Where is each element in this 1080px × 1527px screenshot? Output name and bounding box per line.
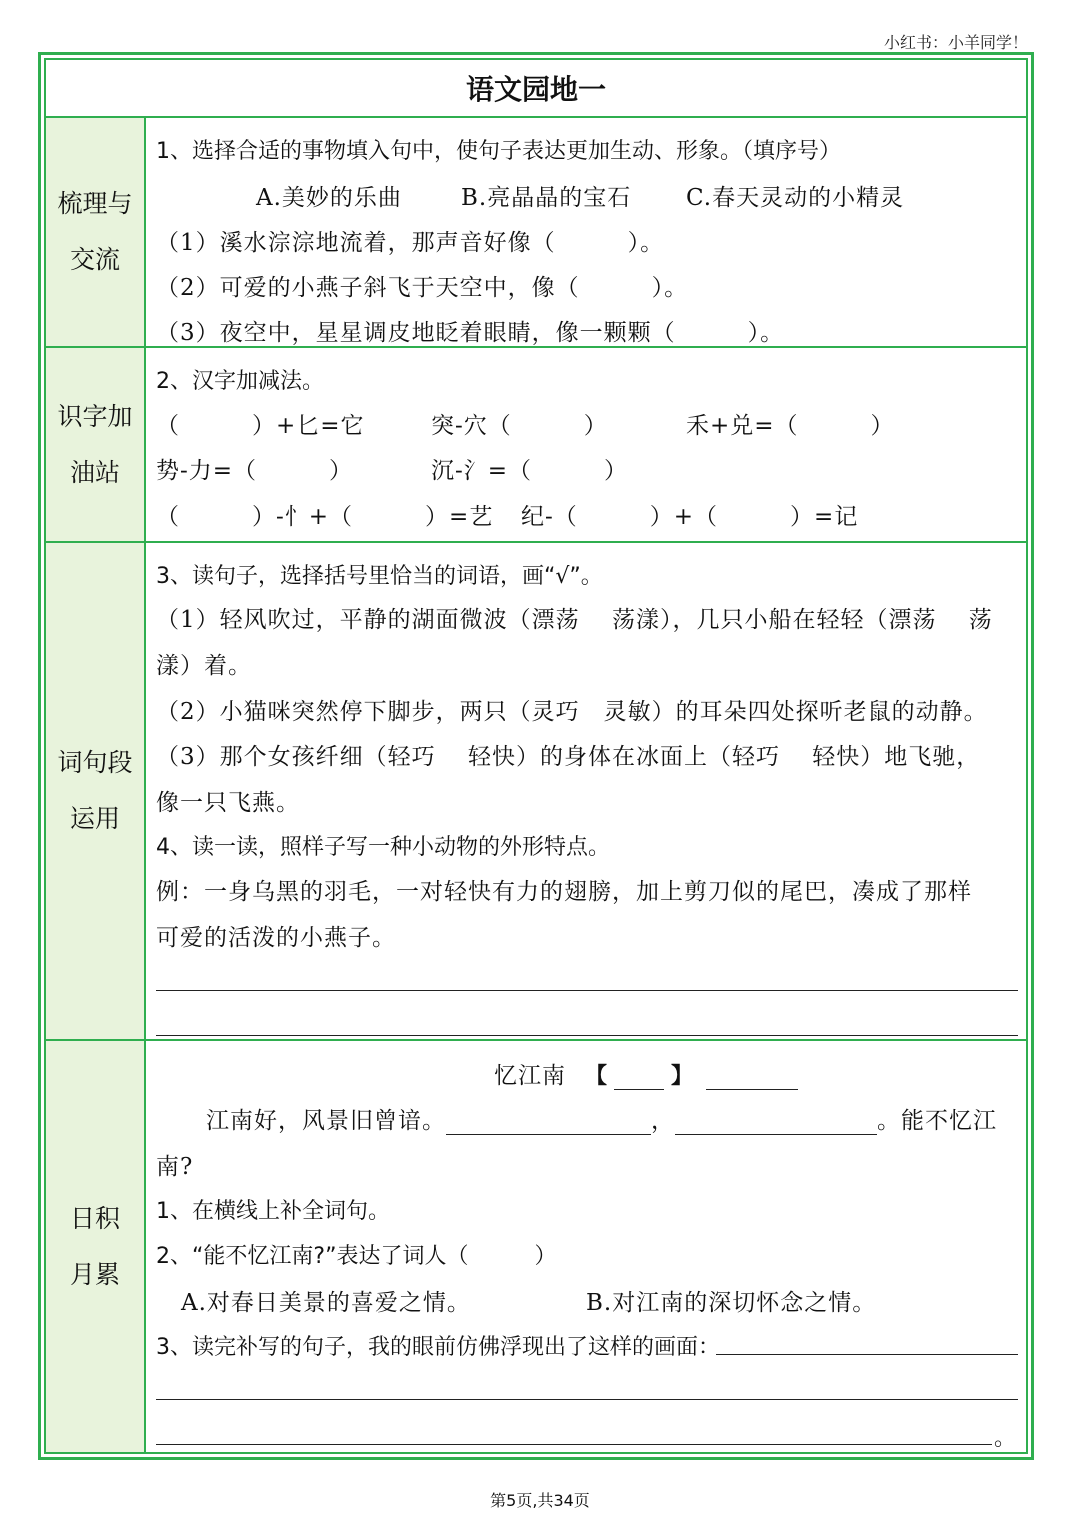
dynasty-blank[interactable] [614, 1067, 664, 1090]
question-1: 1、在横线上补全词句。 [156, 1199, 390, 1224]
equation: 沉-氵=（ ） [431, 458, 629, 484]
equation: 禾+兑=（ ） [686, 413, 895, 439]
question-1: 1、选择合适的事物填入句中，使句子表达更加生动、形象。（填序号） [156, 139, 841, 164]
label-line: 月累 [69, 1259, 120, 1289]
section-label [46, 1041, 146, 1452]
sentence-2: （2）可爱的小燕子斜飞于天空中，像（ ）。 [156, 275, 689, 301]
label-line: 词句段 [57, 748, 133, 777]
option-c: C.春天灵动的小精灵 [686, 185, 905, 211]
label-line: 识字加 [57, 401, 133, 431]
label-line: 日积 [69, 1203, 120, 1233]
question-4: 4、读一读，照样子写一种小动物的外形特点。 [156, 835, 610, 860]
section-daily-accumulation [46, 1041, 1026, 1452]
answer-line[interactable] [156, 1444, 992, 1445]
section-label [46, 543, 146, 1039]
author-blank[interactable] [706, 1067, 798, 1090]
page-number: 第5页,共34页 [490, 1491, 590, 1510]
poem-end: 。能不忆江 [877, 1108, 997, 1134]
equation: （ ）-忄+（ ）=艺 [156, 504, 494, 530]
sentence-line: 像一只飞燕。 [156, 790, 300, 816]
poem-blank-1[interactable] [446, 1112, 651, 1135]
watermark: 小红书：小羊同学！ [883, 33, 1028, 52]
question-3: 3、读完补写的句子，我的眼前仿佛浮现出了这样的画面： [156, 1335, 720, 1360]
poem-blank-2[interactable] [675, 1112, 877, 1135]
section-label [46, 348, 146, 541]
worksheet-title: 语文园地一 [46, 60, 1026, 118]
poem-start: 江南好，风景旧曾谙。 [206, 1108, 446, 1134]
option-b: B.对江南的深切怀念之情。 [586, 1290, 877, 1316]
option-a: A.美妙的乐曲 [256, 185, 402, 211]
example-line: 可爱的活泼的小燕子。 [156, 925, 396, 951]
answer-line[interactable] [156, 990, 1018, 991]
poem-title-line [494, 1057, 798, 1090]
sentence-line: 漾）着。 [156, 653, 252, 679]
sentence-1: （1）溪水淙淙地流着，那声音好像（ ）。 [156, 230, 665, 256]
label-line: 运用 [69, 804, 120, 833]
question-2: 2、“能不忆江南?”表达了词人（ ） [156, 1244, 557, 1269]
bracket-open: 【 [585, 1064, 608, 1089]
equation: （ ）+匕=它 [156, 413, 365, 439]
label-line: 油站 [69, 457, 120, 487]
poem-line: 南? [156, 1154, 194, 1180]
section-sorting-exchange [46, 118, 1026, 348]
end-mark: 。 [994, 1426, 1017, 1451]
poem-title: 忆江南 [494, 1063, 566, 1089]
option-a: A.对春日美景的喜爱之情。 [181, 1290, 471, 1316]
question-3: 3、读句子，选择括号里恰当的词语，画“√”。 [156, 564, 603, 589]
equation: 势-力=（ ） [156, 458, 354, 484]
answer-line[interactable] [716, 1354, 1018, 1355]
label-line: 交流 [69, 245, 120, 274]
sentence-3: （3）夜空中，星星调皮地眨着眼睛，像一颗颗（ ）。 [156, 320, 785, 346]
poem-line [206, 1102, 997, 1135]
section-character-station [46, 348, 1026, 543]
sentence-line: （1）轻风吹过，平静的湖面微波（漂荡 荡漾），几只小船在轻轻（漂荡 荡 [156, 607, 993, 633]
label-line: 梳理与 [57, 189, 133, 218]
equation: 纪-（ ）+（ ）=记 [521, 504, 859, 530]
example-line: 例：一身乌黑的羽毛，一对轻快有力的翅膀，加上剪刀似的尾巴，凑成了那样 [156, 879, 972, 905]
equation: 突-穴（ ） [431, 413, 608, 439]
comma: ， [651, 1108, 675, 1134]
answer-line[interactable] [156, 1399, 1018, 1400]
section-label [46, 118, 146, 346]
bracket-close: 】 [671, 1064, 694, 1089]
section-word-sentence-usage [46, 543, 1026, 1041]
question-2: 2、汉字加减法。 [156, 369, 324, 394]
sentence-line: （2）小猫咪突然停下脚步，两只（灵巧 灵敏）的耳朵四处探听老鼠的动静。 [156, 699, 988, 725]
sentence-line: （3）那个女孩纤细（轻巧 轻快）的身体在冰面上（轻巧 轻快）地飞驰， [156, 744, 981, 770]
answer-line[interactable] [156, 1035, 1018, 1036]
option-b: B.亮晶晶的宝石 [461, 185, 632, 211]
